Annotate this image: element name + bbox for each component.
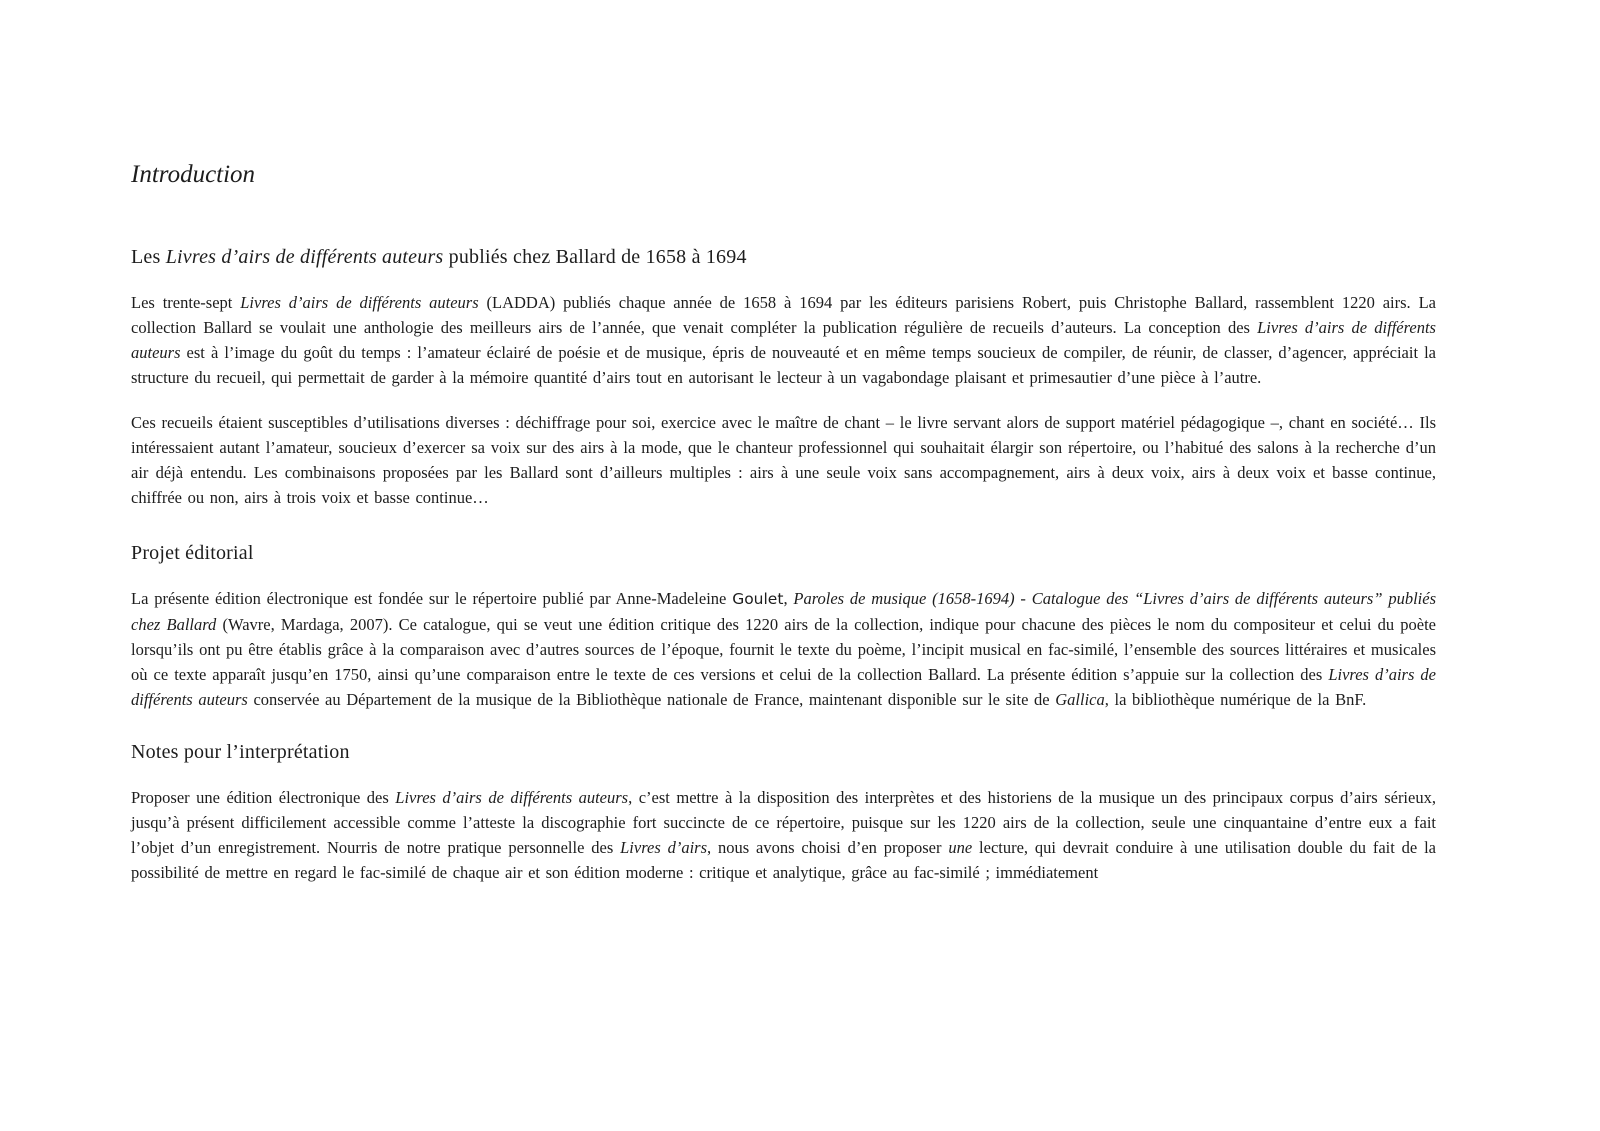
work-title-text: Livres d’airs de différents auteurs — [131, 665, 1436, 709]
text-run: Notes pour l’interprétation — [131, 741, 350, 763]
page-title — [131, 160, 1436, 190]
text-run: , nous avons choisi d’en proposer — [707, 838, 949, 857]
text-run: (LADDA) publiés chaque année de 1658 à 1694 par les éditeurs parisiens Robert, puis Christophe Ballard, rassemblent 1220 airs. La collection Ballard se voulait une anthologie des meilleurs airs de l’année, que venait compléter la publication régulière de recueils d’auteurs. La conception des — [131, 293, 1436, 337]
paragraph-notes-interpretation — [131, 785, 1436, 885]
work-title-text: Livres d’airs de différents auteurs — [131, 318, 1436, 362]
section-heading-projet-editorial — [131, 540, 1436, 566]
paragraph-ladda-2 — [131, 410, 1436, 510]
text-run: publiés chez Ballard de 1658 à 1694 — [443, 246, 747, 268]
work-title-text: Livres d’airs — [620, 838, 708, 857]
work-title-text: Livres d’airs de différents auteurs — [240, 293, 479, 312]
text-run: Proposer une édition électronique des — [131, 788, 396, 807]
text-run: Projet éditorial — [131, 542, 254, 564]
work-title-text: Livres d’airs de différents auteurs — [165, 246, 444, 268]
text-run: (Wavre, Mardaga, 2007). Ce catalogue, qui se veut une édition critique des 1220 airs de la collection, indique pour chacune des pièces le nom du compositeur et celui du poète lorsqu’ils ont pu être établis grâce à la comparaison avec d’autres sources de l’époque, fournit le texte du poème, l’incipit musical en fac-similé, l’ensemble des sources littéraires et musicales où ce texte apparaît jusqu’en 1750, ainsi qu’une comparaison entre le texte de ces versions et celui de la collection Ballard. La présente édition s’appuie sur la collection des — [131, 615, 1436, 684]
text-run: est à l’image du goût du temps : l’amateur éclairé de poésie et de musique, épris de nouveauté et en même temps soucieux de compiler, de réunir, de classer, d’agencer, appréciait la structure du recueil, qui permettait de garder à la mémoire quantité d’airs tout en autorisant le lecteur à un vagabondage plaisant et primesautier d’une pièce à l’autre. — [131, 343, 1436, 387]
text-run: Goulet — [732, 590, 784, 608]
work-title-text: Livres d’airs de différents auteurs — [395, 788, 629, 807]
text-run: , — [783, 589, 794, 608]
paragraph-projet-editorial — [131, 586, 1436, 712]
work-title-text: Paroles de musique (1658-1694) - Catalogue des “Livres d’airs de différents auteurs” publiés chez Ballard — [131, 589, 1436, 634]
work-title-text: Introduction — [131, 161, 256, 188]
text-run: Les — [131, 246, 166, 268]
paragraph-ladda-1 — [131, 290, 1436, 390]
text-run: , la bibliothèque numérique de la BnF. — [1104, 690, 1367, 709]
text-run: lecture, qui devrait conduire à une utilisation double du fait de la possibilité de mettre en regard le fac-similé de chaque air et son édition moderne : critique et analytique, grâce au fac-similé ; immédiatement — [131, 838, 1436, 882]
section-heading-notes-interpretation — [131, 739, 1436, 765]
section-heading-ladda — [131, 244, 1436, 270]
work-title-text: une — [948, 838, 973, 857]
work-title-text: Gallica — [1055, 690, 1105, 709]
text-run: Ces recueils étaient susceptibles d’utilisations diverses : déchiffrage pour soi, exercice avec le maître de chant – le livre servant alors de support matériel pédagogique –, chant en société… Ils intéressaient autant l’amateur, soucieux d’exercer sa voix sur des airs à la mode, que le chanteur professionnel qui souhaitait élargir son répertoire, ou l’habitué des salons à la recherche d’un air déjà entendu. Les combinaisons proposées par les Ballard sont d’ailleurs multiples : airs à une seule voix sans accompagnement, airs à deux voix, airs à deux voix et basse continue, chiffrée ou non, airs à trois voix et basse continue… — [131, 413, 1436, 507]
text-run: La présente édition électronique est fondée sur le répertoire publié par Anne-Madeleine — [131, 589, 733, 608]
text-run: , c’est mettre à la disposition des interprètes et des historiens de la musique un des principaux corpus d’airs sérieux, jusqu’à présent difficilement accessible comme l’atteste la discographie fort succincte de ce répertoire, puisque sur les 1220 airs de la collection, seule une cinquantaine d’entre eux a fait l’objet d’un enregistrement. Nourris de notre pratique personnelle des — [131, 788, 1436, 857]
text-run: Les trente-sept — [131, 293, 241, 312]
document-page — [131, 0, 1436, 885]
text-run: conservée au Département de la musique de la Bibliothèque nationale de France, maintenant disponible sur le site de — [247, 690, 1056, 709]
